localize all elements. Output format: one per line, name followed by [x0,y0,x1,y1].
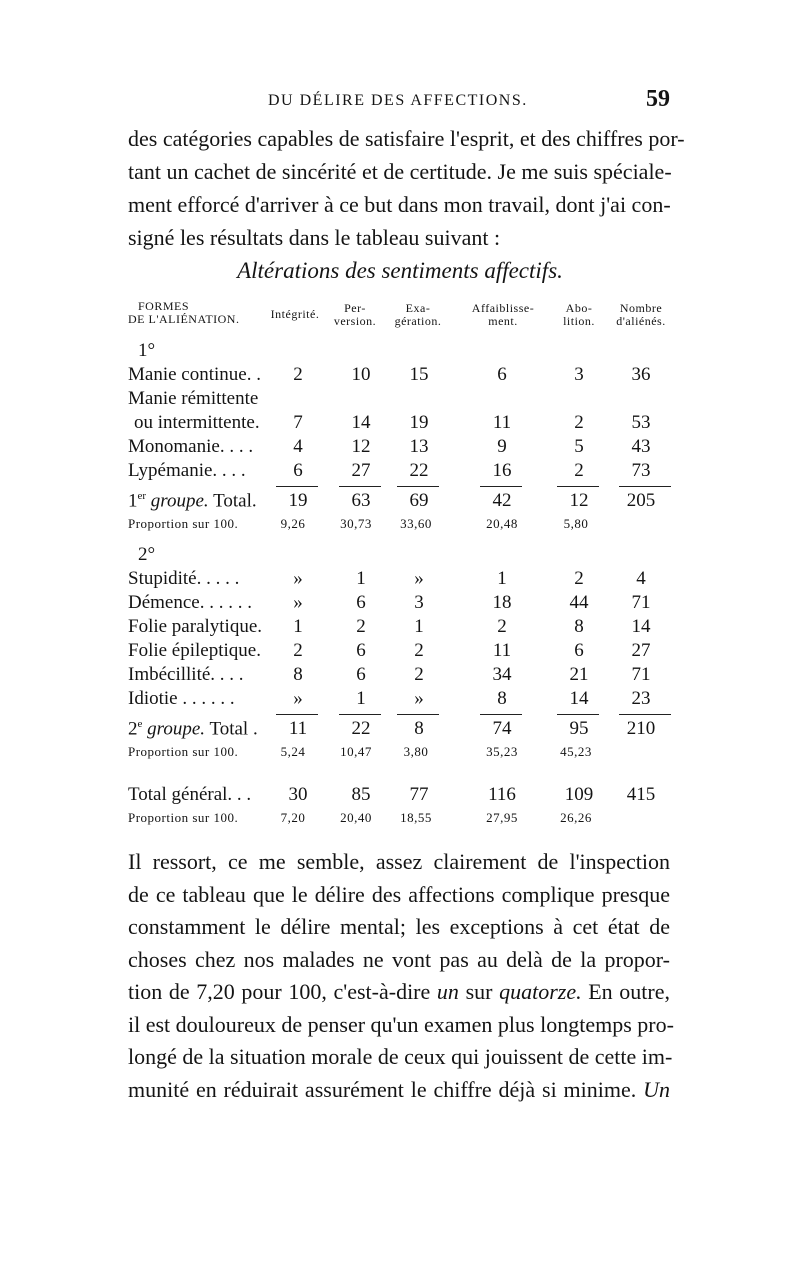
general-total-row [128,784,673,808]
table-row [128,364,673,388]
table-cell: 2 [574,568,584,589]
header-line: gération. [394,314,442,328]
table-cell: 11 [288,718,308,739]
table-cell: 36 [631,364,651,385]
table-cell: 6 [356,640,366,661]
table-cell: 77 [409,784,429,805]
table-cell: 63 [351,490,371,511]
total-ordinal: e [137,718,143,730]
row-label: Stupidité. . . . . [128,568,240,589]
header-forms-line2: DE L'ALIÉNATION. [128,312,240,326]
table-cell: 2 [356,616,366,637]
column-rule [276,714,318,715]
table-cell: 12 [569,490,589,511]
table-cell: 5 [574,436,584,457]
text-line [128,976,670,1009]
table-cell: 30 [288,784,308,805]
table-cell: 95 [569,718,589,739]
text-fragment: sur [465,979,493,1004]
column-rule [339,486,381,487]
text-line: signé les résultats dans le tableau suivant : [128,225,501,250]
table-cell: 210 [626,718,656,739]
header-affaiblissement [458,302,548,328]
italic-word: un [436,979,459,1004]
running-head: DU DÉLIRE DES AFFECTIONS. [268,92,528,109]
group-total-row [128,718,673,742]
text-line: il est douloureux de penser qu'un examen plus longtemps pro- [128,1011,674,1037]
table-cell: 21 [569,664,589,685]
table-cell: 1 [497,568,507,589]
table-cell: 4 [636,568,646,589]
table-cell: 74 [492,718,512,739]
table-cell: 6 [293,460,303,481]
table-cell: 2 [414,664,424,685]
column-rule [619,486,671,487]
table-cell: 2 [497,616,507,637]
table-cell: 44 [569,592,589,613]
text-line: tant un cachet de sincérité et de certitude. Je me suis spéciale- [128,159,672,184]
proportion-row [128,514,673,536]
table-cell: 26,26 [560,810,592,825]
statistics-table [128,296,673,830]
table-cell: 18,55 [400,810,432,825]
table-title: Altérations des sentiments affectifs. [237,258,563,283]
table-cell: 415 [626,784,656,805]
header-perversion [324,302,386,328]
table-cell: 27 [351,460,371,481]
table-cell: 6 [574,640,584,661]
row-label: Proportion sur 100. [128,744,239,759]
table-cell: 10 [351,364,371,385]
row-label: Folie épileptique. [128,640,261,661]
table-cell: 3,80 [403,744,429,759]
table-cell: 27,95 [486,810,518,825]
table-cell: 2 [293,364,303,385]
text-line: Il ressort, ce me semble, assez clairement de l'inspection [128,849,670,874]
header-abolition [548,302,610,328]
total-word: Total. [213,490,257,512]
header-line: Per- [344,301,366,315]
total-ordinal: er [137,490,147,502]
total-word: Total . [209,718,258,740]
text-line: de ce tableau que le délire des affections complique presque [128,881,670,907]
table-cell: 42 [492,490,512,511]
table-cell: » [293,568,303,589]
table-cell: 20,40 [340,810,372,825]
header-line: version. [333,314,377,328]
spacer [128,536,673,544]
table-cell: 14 [569,688,589,709]
header-exageration [384,302,452,328]
group-label-row [128,544,673,568]
table-cell: 6 [356,592,366,613]
total-italic: groupe. [150,490,209,512]
row-label: Démence. . . . . . [128,592,252,613]
table-header [128,296,673,340]
italic-word: quatorze. [499,979,582,1004]
intro-paragraph [128,122,685,254]
header-forms [128,300,260,326]
total-italic: groupe. [147,718,206,740]
table-cell: 1 [414,616,424,637]
italic-word: Un [643,1076,671,1102]
table-cell: 7 [293,412,303,433]
table-cell: 22 [351,718,371,739]
total-number: 2 [128,718,138,740]
table-cell: 4 [293,436,303,457]
column-rule [397,714,439,715]
table-cell: 16 [492,460,512,481]
table-cell: 5,24 [280,744,306,759]
table-cell: 53 [631,412,651,433]
table-cell: 1 [356,568,366,589]
header-line: Abo- [565,301,593,315]
group-total-label [128,718,258,740]
column-rule [397,486,439,487]
text-line: des catégories capables de satisfaire l'esprit, et des chiffres por- [128,126,685,151]
table-cell: 45,23 [560,744,592,759]
column-rule [276,486,318,487]
table-cell: 22 [409,460,429,481]
table-cell: 71 [631,664,651,685]
row-label: ou intermittente. [134,412,260,433]
table-cell: 14 [351,412,371,433]
table-cell: 8 [497,688,507,709]
group-total-row [128,490,673,514]
table-cell: 14 [631,616,651,637]
header-line: lition. [563,314,595,328]
header-line: Affaiblisse- [471,301,535,315]
table-cell: 205 [626,490,656,511]
proportion-row [128,742,673,764]
table-cell: 6 [497,364,507,385]
text-fragment: En outre, [588,979,671,1004]
table-cell: 71 [631,592,651,613]
table-cell: 1 [356,688,366,709]
table-cell: 23 [631,688,651,709]
table-cell: 11 [492,640,512,661]
table-cell: 34 [492,664,512,685]
table-cell: 35,23 [486,744,518,759]
header-line: d'aliénés. [616,314,666,328]
table-cell: 3 [414,592,424,613]
spacer [128,764,673,784]
page-header [128,86,670,120]
table-cell: 19 [288,490,308,511]
text-fragment: munité en réduirait assurément le chiffre déjà si minime. [128,1076,637,1102]
table-cell: 73 [631,460,651,481]
row-label: Monomanie. . . . [128,436,254,457]
table-cell: 8 [414,718,424,739]
text-line: ment efforcé d'arriver à ce but dans mon travail, dont j'ai con- [128,192,671,217]
table-cell: 19 [409,412,429,433]
table-cell: 116 [488,784,516,805]
table-cell: 11 [492,412,512,433]
table-row [128,616,673,640]
table-cell: 15 [409,364,429,385]
total-number: 1 [128,490,138,512]
row-label: Imbécillité. . . . [128,664,244,685]
table-cell: 2 [293,640,303,661]
closing-paragraph [128,846,674,1106]
table-row [128,460,673,484]
row-label: Proportion sur 100. [128,810,239,825]
table-cell: 6 [356,664,366,685]
table-cell: 13 [409,436,429,457]
column-rule [557,486,599,487]
table-row [128,664,673,688]
table-cell: 9 [497,436,507,457]
table-cell: 43 [631,436,651,457]
table-cell: 10,47 [340,744,372,759]
table-row [128,568,673,592]
header-line: Nombre [619,301,663,315]
column-rule [480,486,522,487]
column-rule [557,714,599,715]
column-rule [339,714,381,715]
text-line: constamment le délire mental; les exceptions à cet état de [128,914,670,939]
group-label-row [128,340,673,364]
table-row [128,688,673,712]
table-cell: 20,48 [486,516,518,531]
table-cell: 8 [293,664,303,685]
header-integrite: Intégrité. [270,307,320,321]
row-label: Total général. . . [128,784,252,805]
table-cell: 2 [574,460,584,481]
table-cell: » [414,688,424,709]
table-cell: » [293,592,303,613]
table-cell: 85 [351,784,371,805]
table-row [128,388,673,412]
table-cell: 5,80 [563,516,589,531]
column-rule [480,714,522,715]
row-label: Manie rémittente [128,388,259,409]
table-body [128,340,673,830]
header-forms-line1: FORMES [138,299,190,313]
table-row [128,592,673,616]
table-row [128,412,673,436]
row-label: Idiotie . . . . . . [128,688,235,709]
text-fragment: tion de 7,20 pour 100, c'est-à-dire [128,979,431,1004]
table-cell: 69 [409,490,429,511]
table-cell: 2 [574,412,584,433]
row-label: Manie continue. . [128,364,261,385]
table-cell: 12 [351,436,371,457]
table-cell: 8 [574,616,584,637]
row-label: Proportion sur 100. [128,516,239,531]
table-cell: » [414,568,424,589]
page-number: 59 [646,86,670,112]
text-line: choses chez nos malades ne vont pas au delà de la propor- [128,946,670,972]
table-cell: 33,60 [400,516,432,531]
header-nombre [606,302,676,328]
column-rule [619,714,671,715]
table-cell: 30,73 [340,516,372,531]
group-label: 2° [138,544,156,565]
proportion-row [128,808,673,830]
group-total-label [128,490,257,512]
table-row [128,436,673,460]
group-label: 1° [138,340,156,361]
table-cell: » [293,688,303,709]
header-line: ment. [488,314,518,328]
table-cell: 109 [564,784,594,805]
table-cell: 9,26 [280,516,306,531]
table-row [128,640,673,664]
row-label: Folie paralytique. [128,616,263,637]
table-cell: 1 [293,616,303,637]
table-cell: 27 [631,640,651,661]
text-line [128,1074,670,1107]
header-line: Exa- [405,301,431,315]
table-cell: 3 [574,364,584,385]
row-label: Lypémanie. . . . [128,460,246,481]
table-cell: 2 [414,640,424,661]
table-cell: 18 [492,592,512,613]
table-cell: 7,20 [280,810,306,825]
text-line: longé de la situation morale de ceux qui jouissent de cette im- [128,1044,673,1069]
